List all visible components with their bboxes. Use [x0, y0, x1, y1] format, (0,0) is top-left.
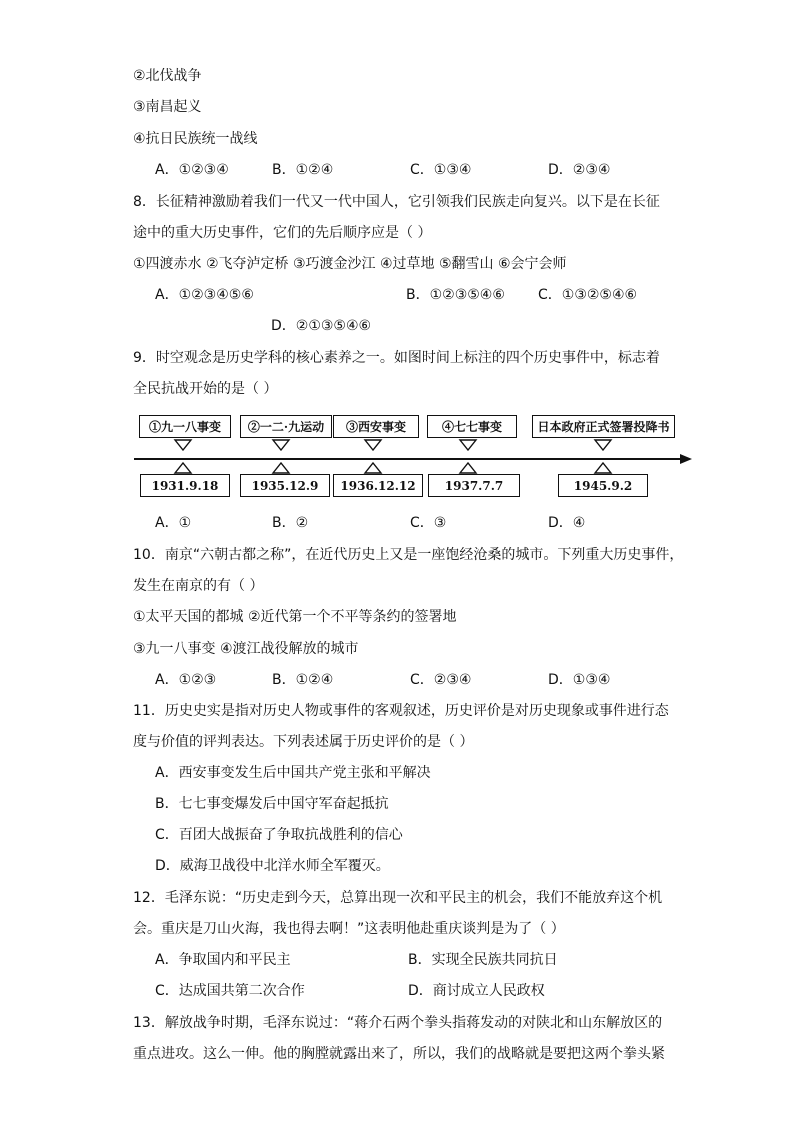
q11-option-d: D．威海卫战役中北洋水师全军覆灭。 [155, 858, 390, 874]
timeline-date-5: 1945.9.2 [558, 474, 648, 497]
q12-option-a: A．争取国内和平民主 [155, 952, 291, 968]
q10-option-d: D．①③④ [548, 672, 611, 688]
q7-item-4: ④抗日民族统一战线 [133, 131, 258, 147]
q8-option-b: B．①②③⑤④⑥ [406, 287, 505, 303]
q8-option-c: C．①③②⑤④⑥ [538, 287, 638, 303]
q12-stem-line1: 12．毛泽东说：“历史走到今天，总算出现一次和平民主的机会，我们不能放弃这个机 [133, 890, 663, 906]
q7-option-c: C．①③④ [410, 162, 472, 178]
q9-option-d: D．④ [548, 515, 586, 531]
timeline-event-3: ③西安事变 [333, 415, 419, 438]
timeline-event-1: ①九一八事变 [139, 415, 231, 438]
q9-option-b: B．② [272, 515, 309, 531]
timeline-date-3: 1936.12.12 [333, 474, 423, 497]
q9-stem-line1: 9．时空观念是历史学科的核心素养之一。如图时间上标注的四个历史事件中，标志着 [133, 350, 660, 366]
q10-option-b: B．①②④ [272, 672, 334, 688]
q13-stem-line2: 重点进攻。这么一伸。他的胸膛就露出来了，所以，我们的战略就是要把这两个拳头紧 [133, 1046, 665, 1062]
q11-stem-line1: 11．历史史实是指对历史人物或事件的客观叙述，历史评价是对历史现象或事件进行态 [133, 703, 669, 719]
q8-option-a: A．①②③④⑤⑥ [155, 287, 254, 303]
q10-items-line2: ③九一八事变 ④渡江战役解放的城市 [133, 641, 359, 657]
q7-option-a: A．①②③④ [155, 162, 229, 178]
q9-stem-line2: 全民抗战开始的是（ ） [133, 381, 278, 397]
q8-option-d: D．②①③⑤④⑥ [271, 318, 372, 334]
q7-option-d: D．②③④ [548, 162, 611, 178]
timeline-event-4: ④七七事变 [427, 415, 517, 438]
timeline-event-2: ②一二·九运动 [240, 415, 332, 438]
timeline-date-1: 1931.9.18 [140, 474, 230, 497]
q8-stem-line2: 途中的重大历史事件，它们的先后顺序应是（ ） [133, 225, 432, 241]
q10-option-c: C．②③④ [410, 672, 472, 688]
q9-option-c: C．③ [410, 515, 447, 531]
q12-option-b: B．实现全民族共同抗日 [408, 952, 558, 968]
q12-stem-line2: 会。重庆是刀山火海，我也得去啊！”这表明他赴重庆谈判是为了（ ） [133, 921, 565, 937]
timeline-event-5: 日本政府正式签署投降书 [532, 415, 675, 438]
q13-stem-line1: 13．解放战争时期，毛泽东说过：“蒋介石两个拳头指蒋发动的对陕北和山东解放区的 [133, 1015, 663, 1031]
q12-option-d: D．商讨成立人民政权 [408, 983, 545, 999]
q11-option-c: C．百团大战振奋了争取抗战胜利的信心 [155, 827, 403, 843]
q7-item-3: ③南昌起义 [133, 99, 202, 115]
q10-option-a: A．①②③ [155, 672, 217, 688]
timeline-date-2: 1935.12.9 [240, 474, 330, 497]
q7-option-b: B．①②④ [272, 162, 334, 178]
q10-items-line1: ①太平天国的都城 ②近代第一个不平等条约的签署地 [133, 609, 457, 625]
timeline-date-4: 1937.7.7 [428, 474, 520, 497]
q11-option-b: B．七七事变爆发后中国守军奋起抵抗 [155, 796, 389, 812]
q12-option-c: C．达成国共第二次合作 [155, 983, 305, 999]
q9-option-a: A．① [155, 515, 192, 531]
q11-option-a: A．西安事变发生后中国共产党主张和平解决 [155, 765, 431, 781]
q8-events: ①四渡赤水 ②飞夺泸定桥 ③巧渡金沙江 ④过草地 ⑤翻雪山 ⑥会宁会师 [133, 256, 567, 272]
q8-stem-line1: 8．长征精神激励着我们一代又一代中国人，它引领我们民族走向复兴。以下是在长征 [133, 194, 660, 210]
q7-item-2: ②北伐战争 [133, 68, 202, 84]
q10-stem-line1: 10．南京“六朝古都之称”，在近代历史上又是一座饱经沧桑的城市。下列重大历史事件， [133, 547, 684, 563]
q11-stem-line2: 度与价值的评判表达。下列表述属于历史评价的是（ ） [133, 734, 474, 750]
q10-stem-line2: 发生在南京的有（ ） [133, 578, 264, 594]
